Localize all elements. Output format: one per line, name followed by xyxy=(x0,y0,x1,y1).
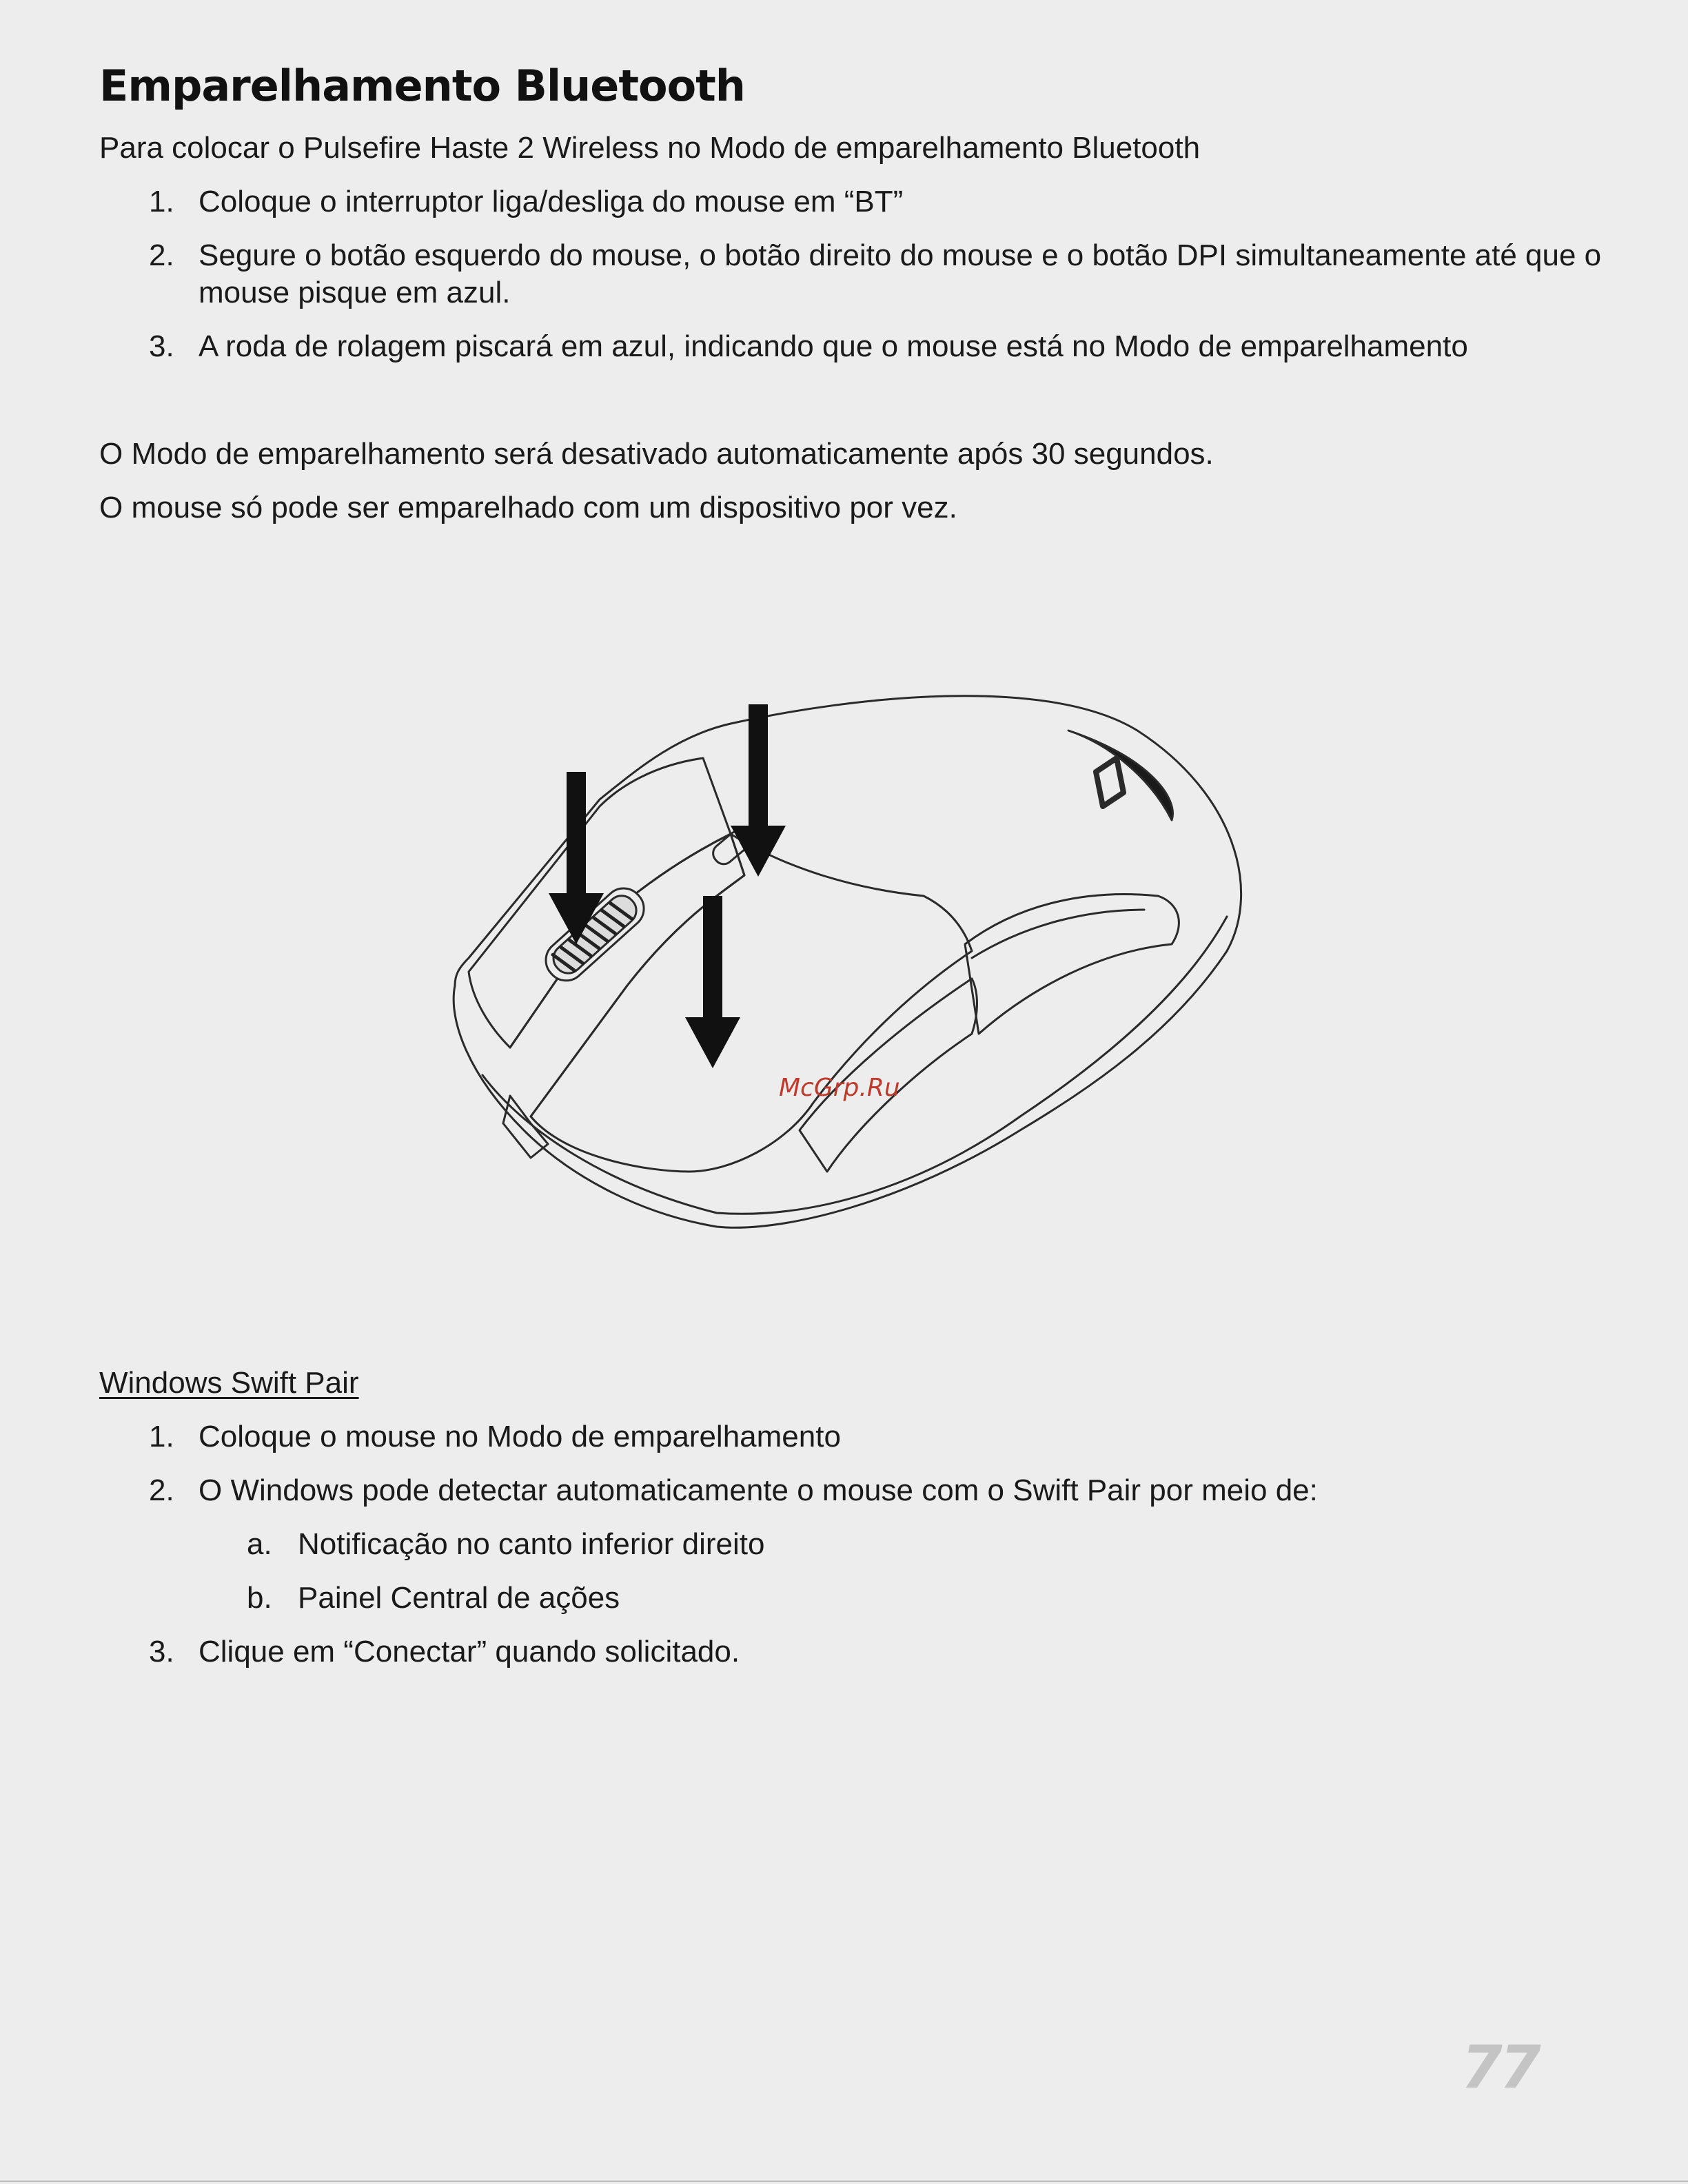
step-text: O Windows pode detectar automaticamente o mouse com o Swift Pair por meio de: xyxy=(199,1473,1318,1507)
step-number: 1. xyxy=(149,185,174,218)
list-item xyxy=(0,183,1688,221)
step-number: 3. xyxy=(149,329,174,363)
note-timeout: O Modo de emparelhamento será desativado automaticamente após 30 segundos. xyxy=(99,437,1214,471)
sub-step-text: Painel Central de ações xyxy=(298,1581,620,1615)
note-single-device: O mouse só pode ser emparelhado com um dispositivo por vez. xyxy=(99,491,957,524)
side-button-upper xyxy=(965,895,1179,1034)
step-text: Clique em “Conectar” quando solicitado. xyxy=(199,1635,740,1668)
swift-pair-heading: Windows Swift Pair xyxy=(99,1366,359,1400)
sub-step-letter: a. xyxy=(247,1527,272,1561)
step-text: Segure o botão esquerdo do mouse, o botão direito do mouse e o botão DPI simultaneamente até que o mouse pisque em azul. xyxy=(199,238,1602,309)
side-button-seam xyxy=(972,910,1144,958)
step-text: Coloque o interruptor liga/desliga do mouse em “BT” xyxy=(199,185,904,218)
page-title: Emparelhamento Bluetooth xyxy=(99,61,745,111)
list-item xyxy=(0,1633,1688,1671)
step-number: 1. xyxy=(149,1420,174,1453)
arrow-right-button xyxy=(685,896,740,1068)
list-item xyxy=(0,1418,1688,1456)
sub-list-item xyxy=(0,1526,1688,1563)
watermark: McGrp.Ru xyxy=(779,1074,900,1102)
arrow-dpi-button xyxy=(731,704,786,877)
sub-step-letter: b. xyxy=(247,1581,272,1615)
step-text: Coloque o mouse no Modo de emparelhamento xyxy=(199,1420,841,1453)
page-bottom-rule xyxy=(0,2181,1688,2182)
step-number: 2. xyxy=(149,238,174,272)
list-item xyxy=(0,1472,1688,1509)
step-text: A roda de rolagem piscará em azul, indicando que o mouse está no Modo de emparelhamento xyxy=(199,329,1468,363)
step-number: 2. xyxy=(149,1473,174,1507)
list-item xyxy=(0,237,1688,312)
sub-step-text: Notificação no canto inferior direito xyxy=(298,1527,765,1561)
sub-list-item xyxy=(0,1580,1688,1617)
intro-text: Para colocar o Pulsefire Haste 2 Wireless no Modo de emparelhamento Bluetooth xyxy=(99,131,1201,165)
right-button-outline xyxy=(531,834,972,1172)
page-number: 77 xyxy=(1461,2033,1538,2102)
mouse-illustration xyxy=(427,689,1254,1254)
step-number: 3. xyxy=(149,1635,174,1668)
list-item xyxy=(0,328,1688,365)
